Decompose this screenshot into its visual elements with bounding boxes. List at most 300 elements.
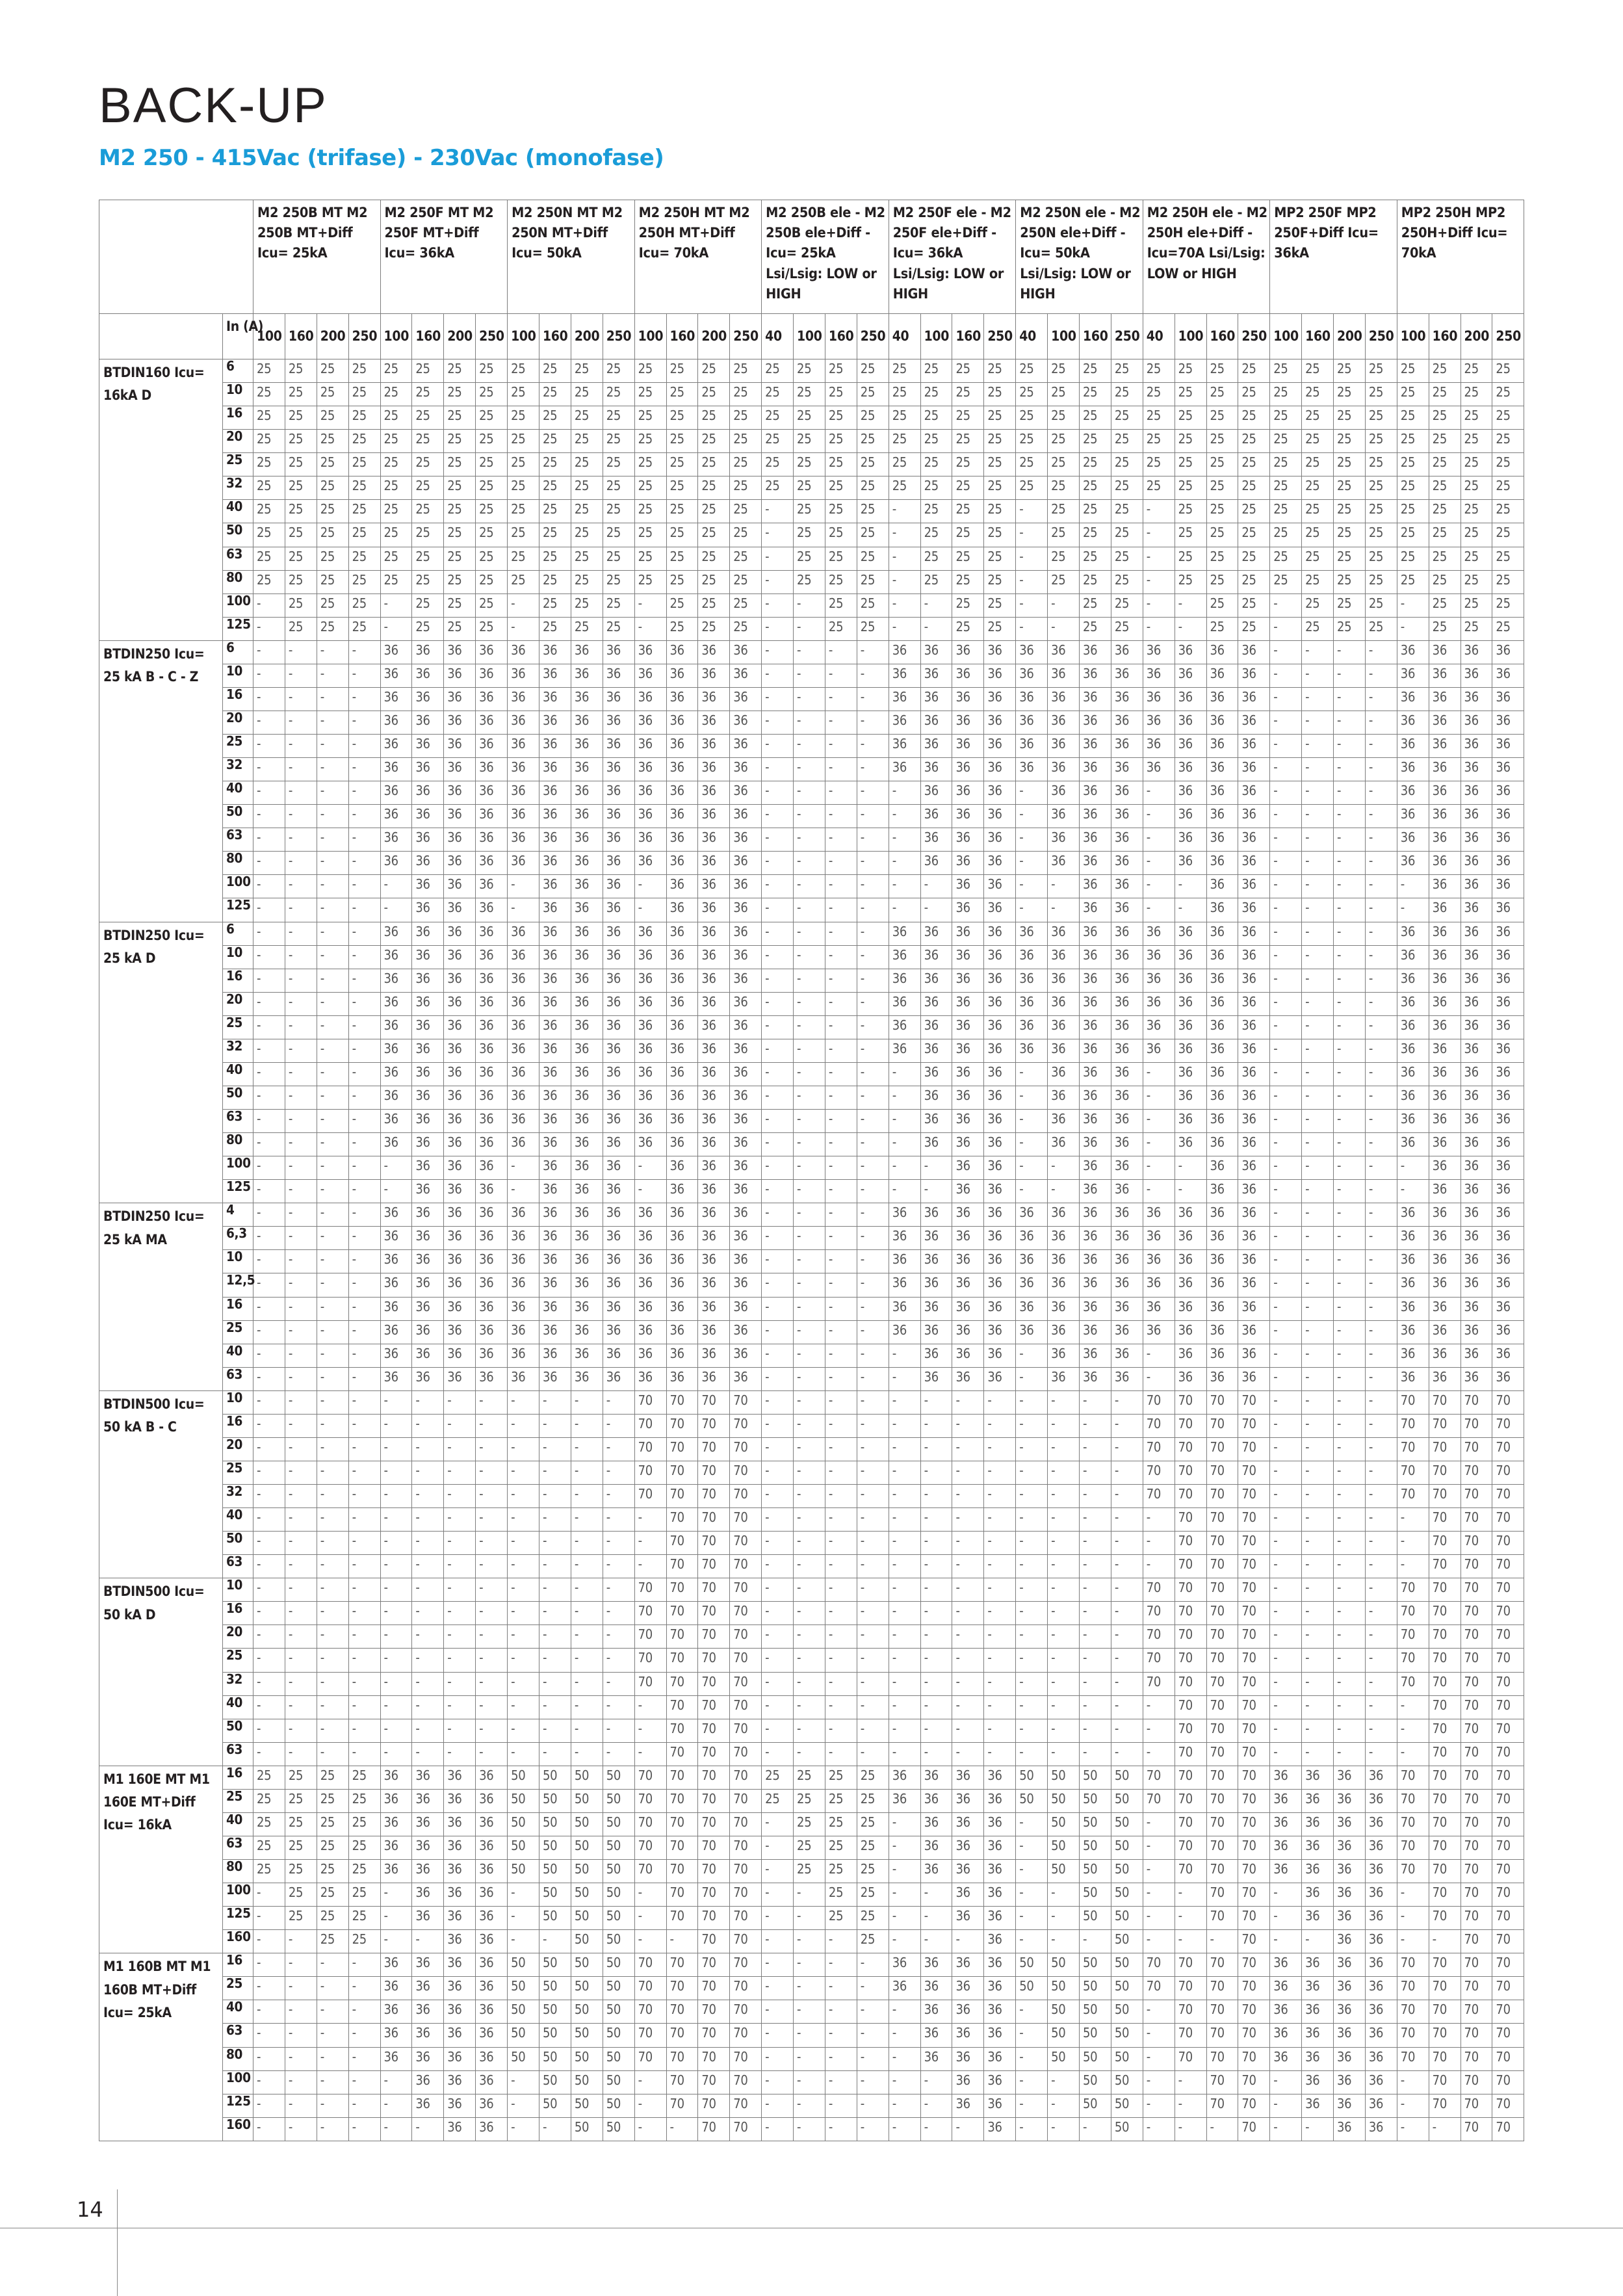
breaking-capacity-cell: 36 [666, 640, 698, 664]
breaking-capacity-cell: 70 [1492, 1789, 1524, 1812]
breaking-capacity-cell: 36 [380, 1015, 412, 1039]
breaking-capacity-cell: 70 [1175, 2047, 1206, 2070]
breaking-capacity-cell: 25 [508, 383, 539, 406]
breaking-capacity-cell: - [1016, 547, 1048, 570]
breaking-capacity-cell: 36 [1080, 828, 1111, 852]
breaking-capacity-cell: 36 [984, 1273, 1016, 1297]
breaking-capacity-cell: 36 [1111, 758, 1143, 781]
breaking-capacity-cell: - [380, 1649, 412, 1672]
breaking-capacity-cell: 36 [476, 1156, 508, 1180]
breaking-capacity-cell: - [1016, 523, 1048, 547]
breaking-capacity-cell: - [1334, 1203, 1366, 1227]
breaking-capacity-cell: 70 [1206, 1953, 1238, 1977]
breaking-capacity-cell: 36 [412, 1273, 444, 1297]
breaking-capacity-cell: 36 [1429, 1320, 1461, 1344]
breaking-capacity-cell: 70 [730, 1836, 762, 1859]
breaking-capacity-cell: 25 [1334, 406, 1366, 430]
breaking-capacity-cell: 70 [666, 1953, 698, 1977]
breaking-capacity-cell: 70 [1238, 1742, 1270, 1766]
breaking-capacity-cell: 36 [1365, 1766, 1397, 1789]
breaking-capacity-cell: - [825, 1555, 857, 1578]
breaking-capacity-cell: - [1111, 1414, 1143, 1437]
breaking-capacity-cell: 25 [794, 1860, 825, 1883]
breaking-capacity-cell: 70 [1461, 2024, 1492, 2047]
breaking-capacity-cell: - [1143, 1742, 1175, 1766]
breaking-capacity-cell: - [1302, 1578, 1334, 1602]
breaking-capacity-cell: 70 [1143, 1953, 1175, 1977]
breaking-capacity-cell: - [1270, 852, 1302, 875]
breaking-capacity-cell: 36 [1397, 1250, 1429, 1273]
breaking-capacity-cell: 36 [444, 945, 476, 969]
breaking-capacity-cell: 70 [1206, 1485, 1238, 1508]
breaking-capacity-cell: 70 [666, 2000, 698, 2024]
breaking-capacity-cell: - [762, 781, 794, 805]
breaking-capacity-cell: - [317, 758, 348, 781]
breaking-capacity-cell: 36 [984, 1039, 1016, 1062]
breaking-capacity-cell: - [920, 1602, 952, 1625]
breaking-capacity-cell: 25 [317, 547, 348, 570]
breaking-capacity-cell: - [508, 1156, 539, 1180]
breaking-capacity-cell: 25 [444, 570, 476, 594]
breaking-capacity-cell: 36 [889, 945, 920, 969]
breaking-capacity-cell: - [1365, 1742, 1397, 1766]
breaking-capacity-cell: 36 [412, 1133, 444, 1156]
breaking-capacity-cell: 25 [825, 1907, 857, 1930]
breaking-capacity-cell: - [920, 1390, 952, 1414]
breaking-capacity-cell: 25 [571, 523, 603, 547]
breaking-capacity-cell: 50 [1080, 1789, 1111, 1812]
breaking-capacity-cell: - [1016, 1836, 1048, 1859]
breaking-capacity-cell: - [1365, 945, 1397, 969]
breaking-capacity-cell: - [857, 640, 889, 664]
breaking-capacity-cell: - [603, 1672, 634, 1695]
breaking-capacity-cell: 25 [1492, 406, 1524, 430]
breaking-capacity-cell: 36 [1492, 1297, 1524, 1320]
breaking-capacity-cell: - [889, 1672, 920, 1695]
breaking-capacity-cell: - [317, 1719, 348, 1742]
breaking-capacity-cell: - [1016, 1812, 1048, 1836]
breaking-capacity-cell: - [380, 1414, 412, 1437]
breaking-capacity-cell: 36 [1429, 1297, 1461, 1320]
breaking-capacity-cell: 36 [984, 1180, 1016, 1203]
breaking-capacity-cell: - [317, 1156, 348, 1180]
breaking-capacity-cell: 36 [984, 1203, 1016, 1227]
breaking-capacity-cell: 25 [412, 476, 444, 500]
breaking-capacity-cell: 25 [1302, 570, 1334, 594]
breaking-capacity-cell: 36 [412, 1812, 444, 1836]
rated-current: 50 [223, 805, 253, 828]
breaking-capacity-cell: - [889, 500, 920, 523]
breaking-capacity-cell: 25 [889, 430, 920, 453]
breaking-capacity-cell: 36 [920, 781, 952, 805]
breaking-capacity-cell: 70 [1492, 2117, 1524, 2141]
breaking-capacity-cell: - [508, 1742, 539, 1766]
breaking-capacity-cell: - [317, 992, 348, 1015]
breaking-capacity-cell: 70 [1175, 1578, 1206, 1602]
breaking-capacity-cell: - [920, 1649, 952, 1672]
breaking-capacity-cell: 36 [920, 2000, 952, 2024]
breaking-capacity-cell: 25 [1397, 453, 1429, 476]
breaking-capacity-cell: 70 [1206, 1625, 1238, 1649]
breaking-capacity-cell: - [380, 1695, 412, 1719]
breaking-capacity-cell: - [825, 640, 857, 664]
breaking-capacity-cell: 25 [444, 523, 476, 547]
breaking-capacity-cell: 25 [1429, 523, 1461, 547]
breaking-capacity-cell: 36 [634, 1367, 666, 1390]
breaking-capacity-cell: 36 [1461, 1250, 1492, 1273]
breaking-capacity-cell: - [1016, 1508, 1048, 1532]
breaking-capacity-cell: 36 [1016, 640, 1048, 664]
breaking-capacity-cell: - [1365, 1227, 1397, 1250]
rated-current: 20 [223, 430, 253, 453]
breaking-capacity-cell: 36 [476, 2047, 508, 2070]
breaking-capacity-cell: - [1016, 594, 1048, 617]
breaking-capacity-cell: - [603, 1578, 634, 1602]
breaking-capacity-cell: 36 [1429, 1156, 1461, 1180]
breaking-capacity-cell: - [1397, 898, 1429, 922]
breaking-capacity-cell: 25 [1238, 617, 1270, 640]
table-row [99, 1532, 1524, 1555]
breaking-capacity-cell: 36 [1461, 687, 1492, 711]
breaking-capacity-cell: 36 [1238, 1320, 1270, 1344]
breaking-capacity-cell: - [1143, 594, 1175, 617]
breaking-capacity-cell: 36 [1111, 664, 1143, 687]
breaking-capacity-cell: - [1270, 992, 1302, 1015]
breaking-capacity-cell: - [476, 1485, 508, 1508]
breaking-capacity-cell: - [762, 1133, 794, 1156]
breaking-capacity-cell: 36 [476, 781, 508, 805]
breaking-capacity-cell: - [253, 2024, 285, 2047]
breaking-capacity-cell: 25 [984, 453, 1016, 476]
breaking-capacity-cell: 36 [698, 992, 730, 1015]
breaking-capacity-cell: - [1143, 2094, 1175, 2117]
breaking-capacity-cell: 36 [1143, 758, 1175, 781]
breaking-capacity-cell: 50 [603, 2094, 634, 2117]
breaking-capacity-cell: - [762, 500, 794, 523]
breaking-capacity-cell: 36 [1143, 664, 1175, 687]
breaking-capacity-cell: - [794, 1039, 825, 1062]
rating-size-header: 200 [444, 314, 476, 359]
breaking-capacity-cell: 50 [571, 2070, 603, 2094]
breaking-capacity-cell: 25 [1206, 570, 1238, 594]
rated-current: 125 [223, 2094, 253, 2117]
breaking-capacity-cell: 70 [1429, 1742, 1461, 1766]
breaking-capacity-cell: 36 [1206, 1203, 1238, 1227]
breaking-capacity-cell: - [253, 1180, 285, 1203]
breaking-capacity-cell: 36 [476, 805, 508, 828]
rated-current: 63 [223, 1367, 253, 1390]
rating-size-header: 160 [1206, 314, 1238, 359]
breaking-capacity-cell: 36 [1365, 1883, 1397, 1907]
breaking-capacity-cell: 50 [1048, 1836, 1080, 1859]
breaking-capacity-cell: - [889, 1461, 920, 1484]
breaking-capacity-cell: - [603, 1602, 634, 1625]
breaking-capacity-cell: 36 [476, 969, 508, 992]
breaking-capacity-cell: - [285, 1625, 317, 1649]
breaking-capacity-cell: 25 [1048, 406, 1080, 430]
breaking-capacity-cell: - [984, 1695, 1016, 1719]
breaking-capacity-cell: - [317, 2047, 348, 2070]
breaking-capacity-cell: - [1365, 1414, 1397, 1437]
breaking-capacity-cell: - [920, 1907, 952, 1930]
breaking-capacity-cell: - [1143, 1836, 1175, 1859]
breaking-capacity-cell: - [539, 2117, 571, 2141]
breaking-capacity-cell: - [794, 1344, 825, 1367]
breaking-capacity-cell: 25 [539, 476, 571, 500]
rating-size-header: 160 [825, 314, 857, 359]
breaking-capacity-cell: 25 [1334, 453, 1366, 476]
breaking-capacity-cell: 25 [1397, 500, 1429, 523]
breaking-capacity-cell: 70 [1175, 1485, 1206, 1508]
breaking-capacity-cell: 36 [1397, 1062, 1429, 1086]
breaking-capacity-cell: 36 [1492, 735, 1524, 758]
breaking-capacity-cell: - [666, 1930, 698, 1953]
breaking-capacity-cell: - [253, 617, 285, 640]
rating-size-header: 250 [984, 314, 1016, 359]
breaking-capacity-cell: 25 [825, 1766, 857, 1789]
breaking-capacity-cell: - [889, 1086, 920, 1109]
breaking-capacity-cell: - [857, 852, 889, 875]
breaking-capacity-cell: 36 [1206, 852, 1238, 875]
breaking-capacity-cell: 50 [1080, 1907, 1111, 1930]
breaking-capacity-cell: 36 [634, 687, 666, 711]
breaking-capacity-cell: 25 [380, 500, 412, 523]
breaking-capacity-cell: - [825, 1485, 857, 1508]
breaking-capacity-cell: 50 [1048, 1812, 1080, 1836]
breaking-capacity-cell: - [380, 1883, 412, 1907]
breaking-capacity-cell: 70 [730, 1695, 762, 1719]
breaking-capacity-cell: 70 [1429, 2024, 1461, 2047]
breaking-capacity-cell: 36 [412, 1062, 444, 1086]
breaking-capacity-cell: 36 [1048, 852, 1080, 875]
breaking-capacity-cell: 36 [730, 1039, 762, 1062]
breaking-capacity-cell: 70 [666, 2024, 698, 2047]
breaking-capacity-cell: 36 [1461, 664, 1492, 687]
breaking-capacity-cell: - [762, 1015, 794, 1039]
breaking-capacity-cell: - [1334, 922, 1366, 945]
breaking-capacity-cell: 50 [603, 1789, 634, 1812]
breaking-capacity-cell: 25 [317, 1766, 348, 1789]
breaking-capacity-cell: 36 [666, 1227, 698, 1250]
breaking-capacity-cell: 36 [1397, 1039, 1429, 1062]
breaking-capacity-cell: - [476, 1578, 508, 1602]
breaking-capacity-cell: 25 [476, 570, 508, 594]
breaking-capacity-cell: 36 [476, 945, 508, 969]
breaking-capacity-cell: 36 [380, 711, 412, 734]
breaking-capacity-cell: 36 [476, 1250, 508, 1273]
breaking-capacity-cell: 25 [476, 476, 508, 500]
breaking-capacity-cell: - [762, 547, 794, 570]
breaking-capacity-cell: - [1048, 1156, 1080, 1180]
breaking-capacity-cell: 36 [571, 1320, 603, 1344]
breaking-capacity-cell: 36 [380, 852, 412, 875]
breaking-capacity-cell: 36 [380, 1977, 412, 2000]
breaking-capacity-cell: 25 [539, 453, 571, 476]
breaking-capacity-cell: - [444, 1485, 476, 1508]
breaking-capacity-cell: - [1397, 1156, 1429, 1180]
breaking-capacity-cell: 36 [1238, 992, 1270, 1015]
breaking-capacity-cell: - [571, 1532, 603, 1555]
breaking-capacity-cell: 25 [571, 547, 603, 570]
breaking-capacity-cell: - [825, 1437, 857, 1461]
breaking-capacity-cell: 25 [285, 547, 317, 570]
breaking-capacity-cell: 36 [1270, 2024, 1302, 2047]
breaking-capacity-cell: - [889, 1344, 920, 1367]
breaking-capacity-cell: - [508, 1907, 539, 1930]
breaking-capacity-cell: - [1302, 1039, 1334, 1062]
breaking-capacity-cell: - [380, 1532, 412, 1555]
breaking-capacity-cell: - [889, 1367, 920, 1390]
rated-current: 25 [223, 1977, 253, 2000]
breaking-capacity-cell: - [1016, 828, 1048, 852]
breaking-capacity-cell: 70 [1429, 1953, 1461, 1977]
breaking-capacity-cell: 25 [730, 594, 762, 617]
breaking-capacity-cell: 70 [1429, 2000, 1461, 2024]
breaking-capacity-cell: - [1365, 1180, 1397, 1203]
breaking-capacity-cell: 36 [1365, 2024, 1397, 2047]
breaking-capacity-cell: - [1143, 500, 1175, 523]
breaking-capacity-cell: 25 [1334, 383, 1366, 406]
breaking-capacity-cell: - [380, 1672, 412, 1695]
breaking-capacity-cell: - [317, 969, 348, 992]
breaking-capacity-cell: - [253, 1250, 285, 1273]
breaking-capacity-cell: - [1365, 1039, 1397, 1062]
breaking-capacity-cell: - [1365, 1508, 1397, 1532]
rating-size-header: 200 [571, 314, 603, 359]
breaking-capacity-cell: 50 [603, 2000, 634, 2024]
breaking-capacity-cell: - [857, 1649, 889, 1672]
breaking-capacity-cell: 25 [1048, 547, 1080, 570]
breaking-capacity-cell: 36 [634, 640, 666, 664]
breaking-capacity-cell: - [380, 2117, 412, 2141]
breaking-capacity-cell: 36 [1175, 1273, 1206, 1297]
breaking-capacity-cell: 36 [1429, 1110, 1461, 1133]
breaking-capacity-cell: 36 [1429, 687, 1461, 711]
breaking-capacity-cell: 70 [1397, 1672, 1429, 1695]
rated-current: 12,5 [223, 1273, 253, 1297]
breaking-capacity-cell: 25 [1206, 500, 1238, 523]
breaking-capacity-cell: - [825, 1273, 857, 1297]
breaking-capacity-cell: 25 [634, 523, 666, 547]
breaking-capacity-cell: 36 [1016, 922, 1048, 945]
breaking-capacity-cell: 36 [1048, 1039, 1080, 1062]
breaking-capacity-cell: - [508, 1695, 539, 1719]
table-row [99, 969, 1524, 992]
breaking-capacity-cell: 70 [1397, 1625, 1429, 1649]
breaking-capacity-cell: 25 [285, 570, 317, 594]
breaking-capacity-cell: - [825, 898, 857, 922]
breaking-capacity-cell: - [1143, 1860, 1175, 1883]
breaking-capacity-cell: 36 [1048, 1344, 1080, 1367]
breaking-capacity-cell: - [889, 2024, 920, 2047]
breaking-capacity-cell: 70 [730, 2024, 762, 2047]
breaking-capacity-cell: - [444, 1602, 476, 1625]
breaking-capacity-cell: - [920, 1437, 952, 1461]
breaking-capacity-cell: 25 [1175, 406, 1206, 430]
rated-current: 25 [223, 735, 253, 758]
breaking-capacity-cell: 36 [1492, 1344, 1524, 1367]
breaking-capacity-cell: - [952, 1555, 984, 1578]
breaking-capacity-cell: 25 [412, 594, 444, 617]
breaking-capacity-cell: 36 [476, 735, 508, 758]
breaking-capacity-cell: - [920, 898, 952, 922]
breaking-capacity-cell: 36 [444, 735, 476, 758]
breaking-capacity-cell: 36 [1397, 735, 1429, 758]
breaking-capacity-cell: 36 [1048, 735, 1080, 758]
breaking-capacity-cell: - [920, 1930, 952, 1953]
breaking-capacity-cell: 36 [952, 781, 984, 805]
breaking-capacity-cell: 25 [984, 547, 1016, 570]
rated-current: 6,3 [223, 1227, 253, 1250]
table-row [99, 594, 1524, 617]
breaking-capacity-cell: - [253, 758, 285, 781]
breaking-capacity-cell: - [1365, 1719, 1397, 1742]
breaking-capacity-cell: 50 [603, 1907, 634, 1930]
breaking-capacity-cell: 36 [1397, 711, 1429, 734]
breaking-capacity-cell: 25 [1397, 406, 1429, 430]
breaking-capacity-cell: 70 [730, 1742, 762, 1766]
breaking-capacity-cell: 36 [1175, 1227, 1206, 1250]
breaking-capacity-cell: - [412, 1414, 444, 1437]
breaking-capacity-cell: 36 [444, 1320, 476, 1344]
breaking-capacity-cell: - [1143, 1062, 1175, 1086]
breaking-capacity-cell: 36 [508, 1344, 539, 1367]
breaking-capacity-cell: - [1270, 1250, 1302, 1273]
breaking-capacity-cell: - [984, 1485, 1016, 1508]
breaking-capacity-cell: - [889, 1485, 920, 1508]
breaking-capacity-cell: 70 [1461, 1555, 1492, 1578]
rating-size-header: 200 [1334, 314, 1366, 359]
breaking-capacity-cell: 25 [857, 617, 889, 640]
breaking-capacity-cell: 25 [1048, 570, 1080, 594]
breaking-capacity-cell: - [1270, 1227, 1302, 1250]
breaking-capacity-cell: 25 [1365, 570, 1397, 594]
rating-size-header: 200 [1461, 314, 1492, 359]
breaking-capacity-cell: 25 [1048, 359, 1080, 383]
breaking-capacity-cell: 25 [1461, 383, 1492, 406]
breaking-capacity-cell: - [1365, 1250, 1397, 1273]
rated-current: 40 [223, 1344, 253, 1367]
breaking-capacity-cell: - [253, 711, 285, 734]
breaking-capacity-cell: 36 [984, 2047, 1016, 2070]
breaking-capacity-cell: - [825, 1180, 857, 1203]
breaking-capacity-cell: - [794, 922, 825, 945]
breaking-capacity-cell: 36 [920, 1086, 952, 1109]
breaking-capacity-cell: - [762, 1555, 794, 1578]
breaking-capacity-cell: 36 [1175, 1110, 1206, 1133]
breaking-capacity-cell: 70 [1175, 1977, 1206, 2000]
breaking-capacity-cell: 25 [1429, 430, 1461, 453]
breaking-capacity-cell: - [794, 2117, 825, 2141]
table-row [99, 2117, 1524, 2141]
breaking-capacity-cell: 36 [412, 1156, 444, 1180]
breaking-capacity-cell: 36 [476, 1953, 508, 1977]
breaking-capacity-cell: 50 [603, 1836, 634, 1859]
breaking-capacity-cell: - [348, 1273, 380, 1297]
breaking-capacity-cell: - [889, 1062, 920, 1086]
breaking-capacity-cell: 25 [825, 1836, 857, 1859]
breaking-capacity-cell: 70 [698, 1930, 730, 1953]
breaking-capacity-cell: 36 [666, 828, 698, 852]
breaking-capacity-cell: 36 [476, 1836, 508, 1859]
breaking-capacity-cell: - [348, 735, 380, 758]
breaking-capacity-cell: 25 [1397, 523, 1429, 547]
table-row [99, 1883, 1524, 1907]
breaking-capacity-cell: - [794, 1110, 825, 1133]
breaking-capacity-cell: 25 [1270, 359, 1302, 383]
breaking-capacity-cell: - [317, 1649, 348, 1672]
breaking-capacity-cell: - [317, 1602, 348, 1625]
